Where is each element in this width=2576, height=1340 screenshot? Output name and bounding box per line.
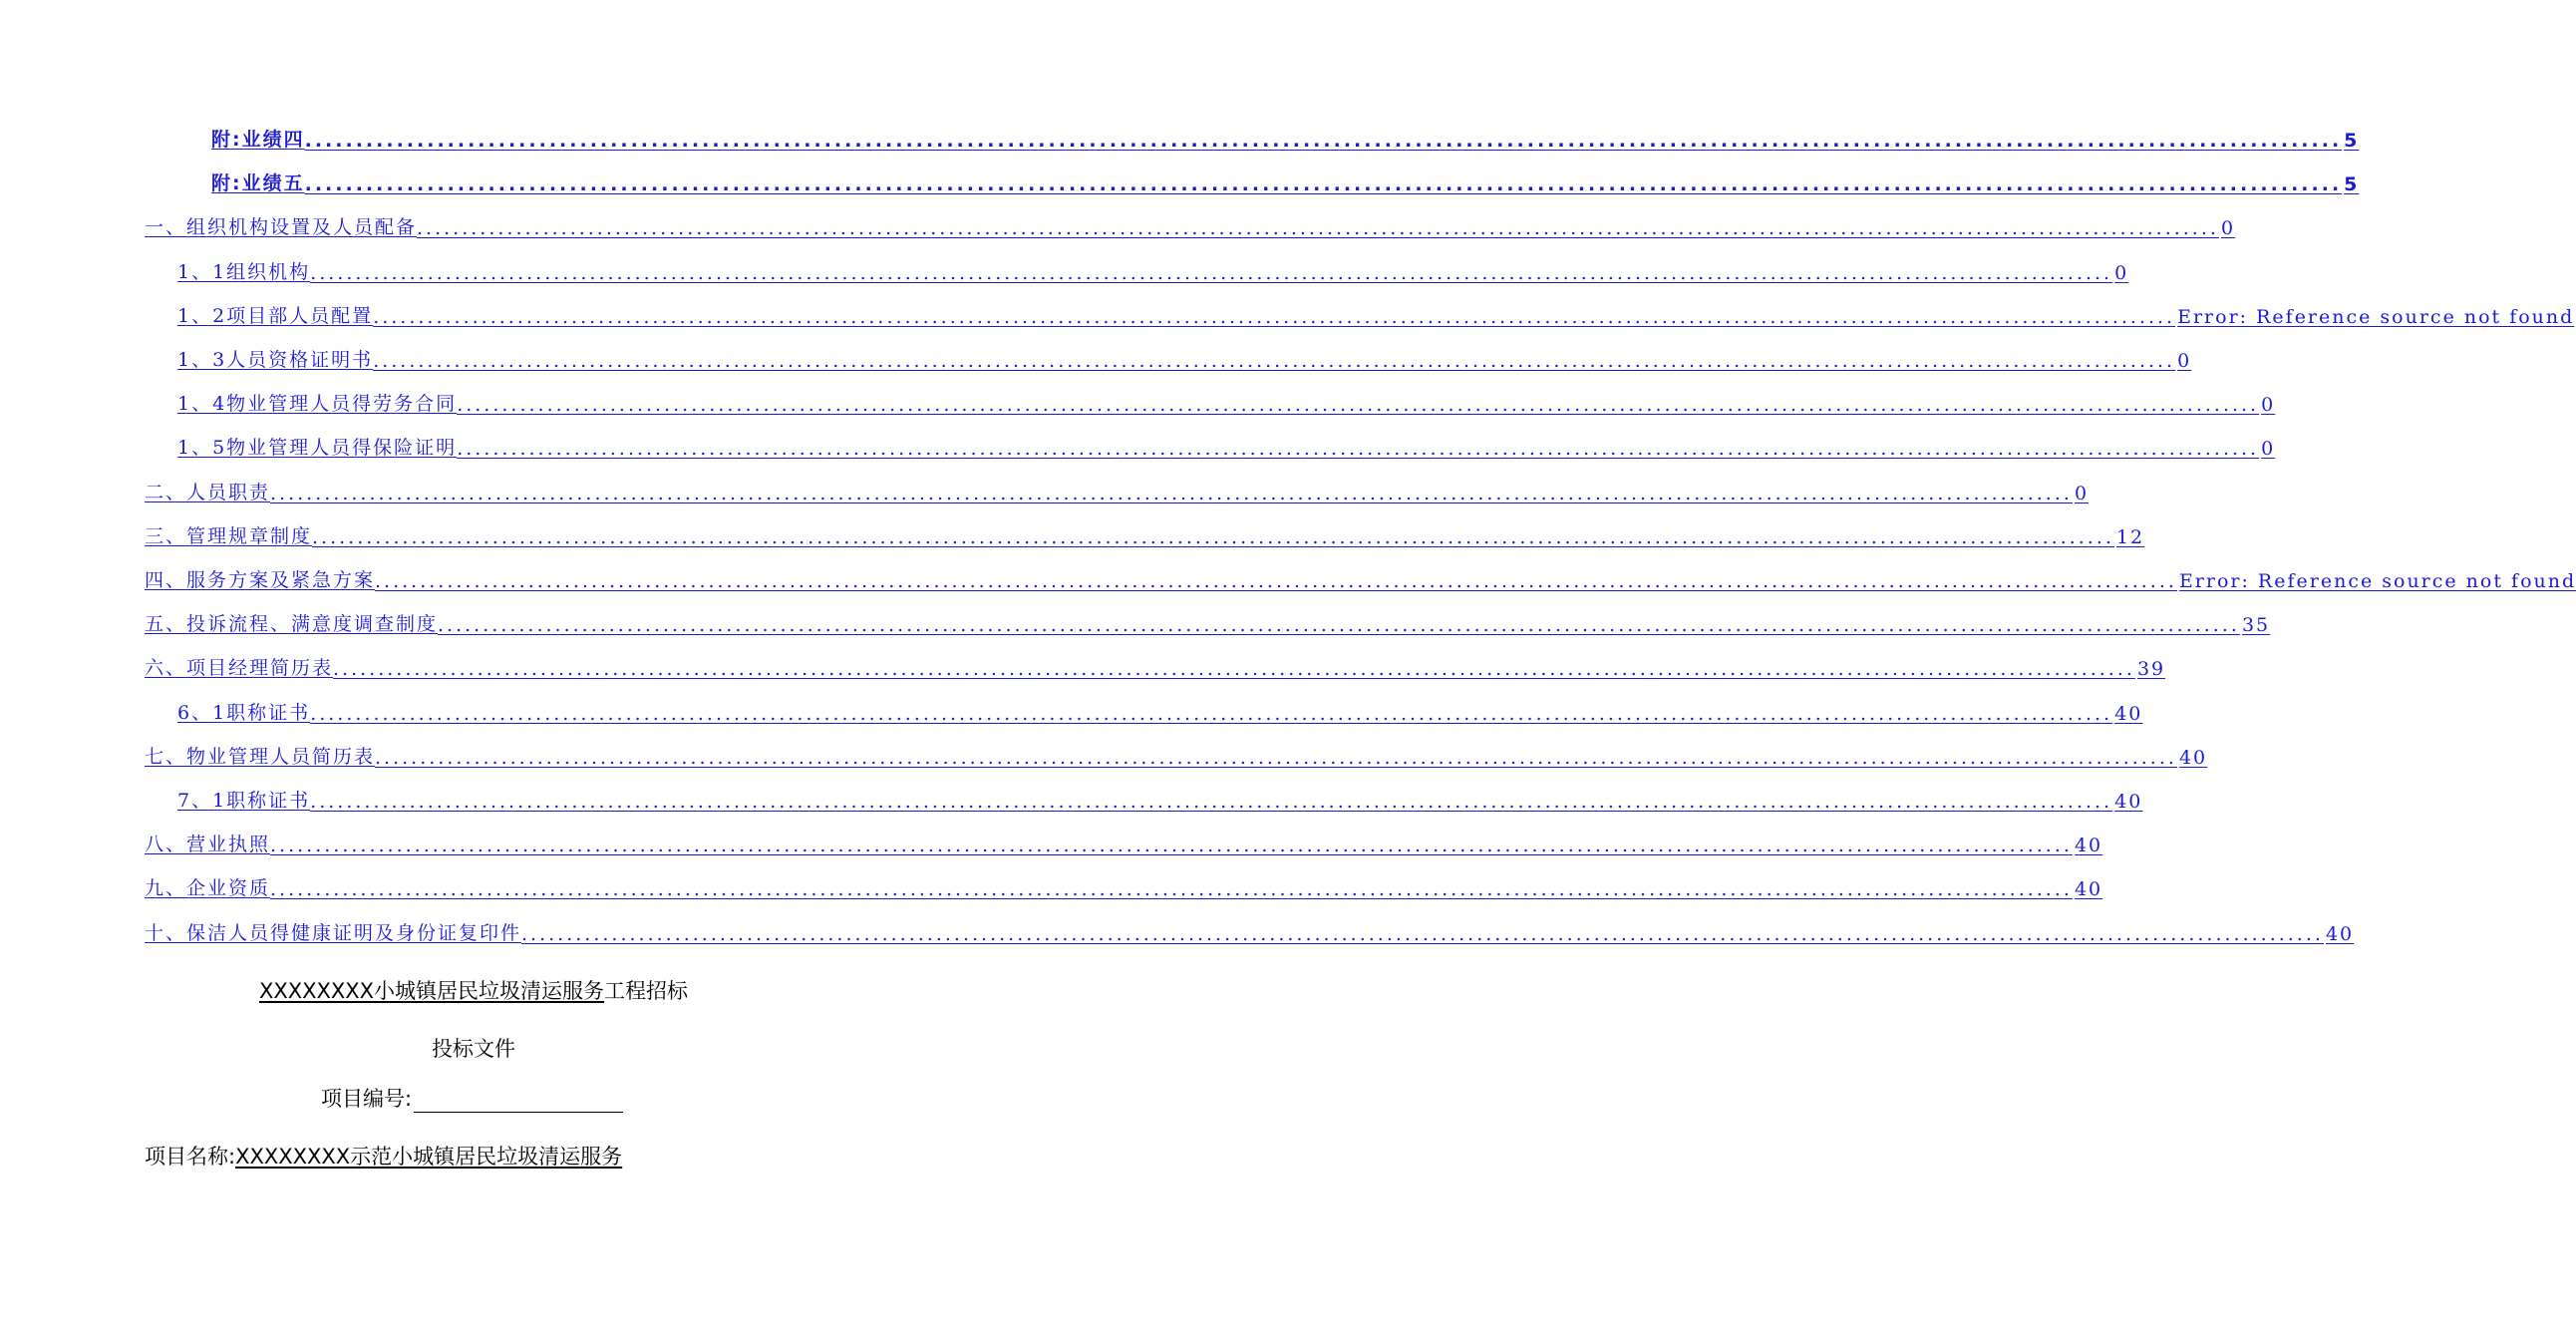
- toc-entry-page: 40: [2114, 703, 2143, 725]
- project-name-label: 项目名称:: [145, 1145, 236, 1169]
- toc-entry-page: 5: [2344, 173, 2360, 195]
- toc-entry-label: 七、物业管理人员简历表: [145, 746, 376, 768]
- toc-entry-label: 二、人员职责: [145, 482, 271, 503]
- toc-leader-dots: ........................................................................................................................................................................................................: [304, 173, 2343, 195]
- toc-entry[interactable]: [211, 166, 2360, 195]
- toc-leader-dots: ........................................................................................................................................................................................................: [310, 262, 2113, 284]
- cover-title-rest: 工程招标: [604, 979, 689, 1003]
- toc-leader-dots: ........................................................................................................................................................................................................: [417, 217, 2219, 239]
- toc-entry-label: 一、组织机构设置及人员配备: [145, 216, 418, 238]
- toc-entry-label: 附:业绩五: [211, 172, 305, 194]
- toc-entry-page: 39: [2136, 658, 2166, 680]
- toc-entry[interactable]: [145, 650, 2166, 680]
- cover-title-underlined: XXXXXXXX小城镇居民垃圾清运服务: [258, 979, 605, 1003]
- toc-leader-dots: ........................................................................................................................................................................................................: [310, 703, 2113, 725]
- toc-entry-page: 40: [2074, 835, 2103, 856]
- toc-entry-page: 0: [2074, 483, 2090, 504]
- toc-entry[interactable]: [145, 209, 2236, 239]
- toc-entry-page: 0: [2177, 350, 2192, 372]
- toc-entry-page: 12: [2115, 526, 2145, 548]
- toc-leader-dots: ........................................................................................................................................................................................................: [373, 306, 2176, 328]
- project-name-line: [145, 1141, 622, 1171]
- toc-entry-page: 35: [2241, 614, 2271, 636]
- toc-leader-dots: ........................................................................................................................................................................................................: [375, 747, 2177, 769]
- toc-leader-dots: ........................................................................................................................................................................................................: [375, 570, 2177, 592]
- toc-entry-label: 1、1组织机构: [177, 261, 311, 283]
- toc-entry-label: 附:业绩四: [211, 129, 305, 151]
- toc-leader-dots: ........................................................................................................................................................................................................: [310, 791, 2113, 813]
- project-name-value: XXXXXXXX示范小城镇居民垃圾清运服务: [235, 1145, 623, 1169]
- toc-entry[interactable]: [145, 518, 2145, 548]
- toc-entry-label: 1、2项目部人员配置: [177, 305, 374, 327]
- toc-entry-page: 0: [2220, 217, 2236, 239]
- toc-entry[interactable]: [177, 342, 2192, 372]
- toc-entry-page: 0: [2114, 262, 2129, 284]
- toc-entry[interactable]: [177, 783, 2143, 813]
- toc-leader-dots: ........................................................................................................................................................................................................: [270, 835, 2073, 856]
- toc-entry-label: 1、5物业管理人员得保险证明: [177, 437, 458, 459]
- toc-entry[interactable]: [145, 915, 2355, 945]
- toc-entry[interactable]: [145, 827, 2103, 856]
- cover-subtitle: 投标文件: [432, 1037, 515, 1061]
- toc-entry-page: 40: [2178, 747, 2208, 769]
- project-number-label: 项目编号:: [321, 1087, 413, 1111]
- project-number-blank: [414, 1092, 623, 1113]
- toc-leader-dots: ........................................................................................................................................................................................................: [270, 483, 2073, 504]
- toc-leader-dots: ........................................................................................................................................................................................................: [270, 878, 2073, 900]
- toc-entry-page: 40: [2074, 878, 2103, 900]
- toc-entry-label: 三、管理规章制度: [145, 525, 313, 547]
- toc-leader-dots: ........................................................................................................................................................................................................: [312, 526, 2114, 548]
- toc-entry-label: 九、企业资质: [145, 877, 271, 899]
- toc-entry-label: 六、项目经理简历表: [145, 657, 334, 679]
- toc-entry-page: 0: [2261, 438, 2276, 460]
- toc-entry[interactable]: [177, 695, 2143, 725]
- toc-entry-label: 八、营业执照: [145, 834, 271, 855]
- toc-entry-page: Error: Reference source not found: [2177, 306, 2575, 328]
- toc-entry-label: 五、投诉流程、满意度调查制度: [145, 613, 439, 635]
- toc-entry-page: 5: [2344, 130, 2360, 152]
- toc-entry-label: 四、服务方案及紧急方案: [145, 569, 376, 591]
- project-number-line: [321, 1083, 623, 1113]
- toc-entry-label: 1、3人员资格证明书: [177, 349, 374, 371]
- toc-entry-label: 1、4物业管理人员得劳务合同: [177, 393, 458, 415]
- toc-entry-page: 40: [2114, 791, 2143, 813]
- toc-leader-dots: ........................................................................................................................................................................................................: [438, 614, 2240, 636]
- toc-leader-dots: ........................................................................................................................................................................................................: [457, 438, 2260, 460]
- toc-leader-dots: ........................................................................................................................................................................................................: [457, 394, 2260, 416]
- toc-entry[interactable]: [145, 870, 2103, 900]
- toc-entry-label: 7、1职称证书: [177, 790, 311, 812]
- toc-entry[interactable]: [177, 298, 2575, 328]
- toc-entry-page: 40: [2325, 923, 2355, 945]
- toc-entry[interactable]: [145, 562, 2576, 592]
- toc-entry[interactable]: [177, 386, 2276, 416]
- toc-entry-label: 6、1职称证书: [177, 702, 311, 724]
- toc-entry-page: Error: Reference source not found: [2178, 570, 2576, 592]
- toc-entry-label: 十、保洁人员得健康证明及身份证复印件: [145, 922, 522, 944]
- toc-entry[interactable]: [177, 430, 2276, 460]
- toc-leader-dots: ........................................................................................................................................................................................................: [333, 658, 2135, 680]
- toc-leader-dots: ........................................................................................................................................................................................................: [373, 350, 2176, 372]
- toc-entry[interactable]: [211, 122, 2360, 152]
- toc-entry[interactable]: [145, 739, 2208, 769]
- toc-entry[interactable]: [145, 606, 2271, 636]
- cover-title: [0, 975, 947, 1005]
- toc-entry[interactable]: [145, 475, 2090, 504]
- toc-leader-dots: ........................................................................................................................................................................................................: [304, 130, 2343, 152]
- toc-leader-dots: ........................................................................................................................................................................................................: [521, 923, 2324, 945]
- toc-entry-page: 0: [2261, 394, 2276, 416]
- toc-entry[interactable]: [177, 254, 2129, 284]
